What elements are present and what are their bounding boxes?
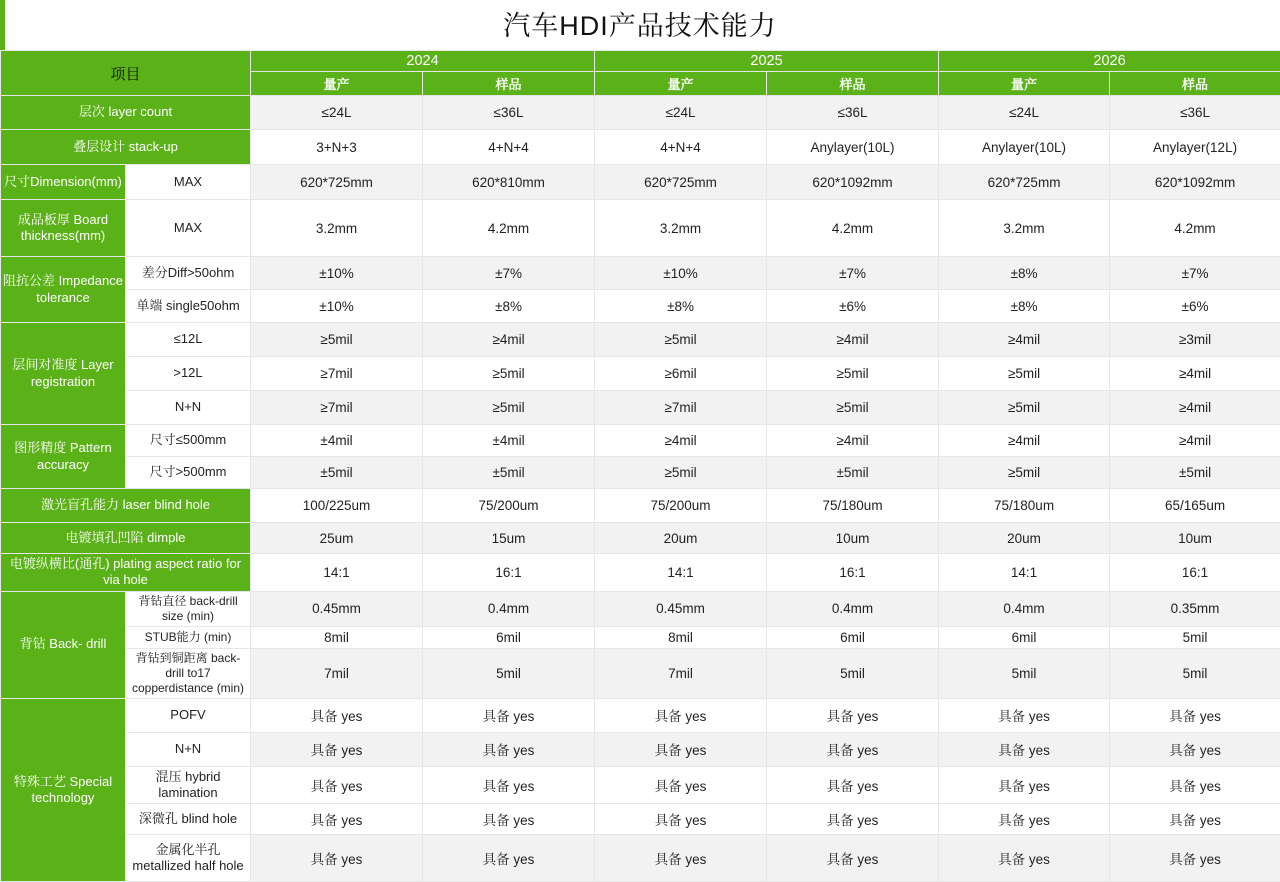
page-title: 汽车HDI产品技术能力 [0,4,1280,43]
cell: ≥4mil [939,323,1110,357]
group-label-pattern-accuracy: 图形精度 Pattern accuracy [1,425,126,489]
cell: ≥5mil [767,357,939,391]
cell: 5mil [939,648,1110,698]
cell: 具备 yes [595,835,767,882]
cell: ≥4mil [595,425,767,457]
cell: 具备 yes [939,698,1110,732]
cell: 16:1 [423,554,595,592]
cell: 具备 yes [251,698,423,732]
cell: 20um [939,523,1110,554]
cell: ≥5mil [423,391,595,425]
cell: 具备 yes [939,835,1110,882]
header-year-2024: 2024 [251,51,595,72]
cell: 3.2mm [251,200,423,257]
cell: 65/165um [1110,489,1280,523]
cell: 3.2mm [595,200,767,257]
cell: 4+N+4 [423,130,595,165]
cell: 75/200um [595,489,767,523]
table-row [1,804,1280,835]
cell: 6mil [767,626,939,648]
cell: ≥4mil [767,323,939,357]
cell: 15um [423,523,595,554]
table-row [1,257,1280,290]
cell: 具备 yes [595,732,767,766]
table-row [1,323,1280,357]
cell: ≤24L [251,96,423,130]
cell: 具备 yes [595,804,767,835]
cell: ≥5mil [595,323,767,357]
cell: 0.4mm [767,591,939,626]
row-label-plating-aspect-ratio: 电镀纵横比(通孔) plating aspect ratio for via hole [1,554,251,592]
cell: 100/225um [251,489,423,523]
cell: ≥7mil [595,391,767,425]
table-row [1,489,1280,523]
row-sublabel-thickness-max: MAX [126,200,251,257]
cell: 4.2mm [1110,200,1280,257]
row-sublabel-size-gt500: 尺寸>500mm [126,457,251,489]
cell: ≥5mil [939,357,1110,391]
table-row [1,200,1280,257]
table-row [1,648,1280,698]
cell: 620*810mm [423,165,595,200]
cell: ≥4mil [1110,357,1280,391]
cell: 具备 yes [595,766,767,804]
cell: 具备 yes [423,835,595,882]
cell: ≤36L [423,96,595,130]
row-sublabel-backdrill-size: 背钻直径 back-drill size (min) [126,591,251,626]
row-label-layer-count: 层次 layer count [1,96,251,130]
cell: 具备 yes [1110,804,1280,835]
cell: ±5mil [423,457,595,489]
group-label-special-technology: 特殊工艺 Special technology [1,698,126,882]
row-sublabel-npn-registration: N+N [126,391,251,425]
header-sub-5: 样品 [1110,72,1280,96]
row-sublabel-backdrill-to-copper: 背钻到铜距离 back-drill to17 copperdistance (min) [126,648,251,698]
cell: ±5mil [251,457,423,489]
cell: 8mil [251,626,423,648]
row-sublabel-single50ohm: 单端 single50ohm [126,290,251,323]
header-sub-1: 样品 [423,72,595,96]
cell: 0.4mm [939,591,1110,626]
cell: 具备 yes [1110,766,1280,804]
cell: 具备 yes [767,804,939,835]
group-label-layer-registration: 层间对准度 Layer registration [1,323,126,425]
row-label-board-thickness: 成品板厚 Board thickness(mm) [1,200,126,257]
cell: ≥3mil [1110,323,1280,357]
cell: 620*1092mm [767,165,939,200]
header-year-2026: 2026 [939,51,1280,72]
table-row [1,732,1280,766]
cell: 具备 yes [251,732,423,766]
table-row [1,457,1280,489]
cell: 0.35mm [1110,591,1280,626]
cell: 具备 yes [767,766,939,804]
cell: 75/180um [767,489,939,523]
cell: 4+N+4 [595,130,767,165]
cell: 0.45mm [251,591,423,626]
cell: 具备 yes [423,804,595,835]
cell: ±5mil [1110,457,1280,489]
cell: 10um [1110,523,1280,554]
cell: 0.45mm [595,591,767,626]
cell: 10um [767,523,939,554]
cell: ±6% [767,290,939,323]
cell: ≥7mil [251,357,423,391]
table-row [1,130,1280,165]
cell: 4.2mm [423,200,595,257]
cell: 75/180um [939,489,1110,523]
cell: 具备 yes [251,835,423,882]
group-label-impedance-tolerance: 阻抗公差 Impedance tolerance [1,257,126,323]
cell: 6mil [423,626,595,648]
cell: 25um [251,523,423,554]
cell: 5mil [1110,626,1280,648]
cell: 6mil [939,626,1110,648]
cell: ±5mil [767,457,939,489]
cell: ±10% [251,290,423,323]
cell: 16:1 [767,554,939,592]
cell: ≥5mil [939,391,1110,425]
cell: 620*725mm [595,165,767,200]
cell: Anylayer(12L) [1110,130,1280,165]
cell: 具备 yes [1110,698,1280,732]
cell: ±6% [1110,290,1280,323]
cell: ≥4mil [939,425,1110,457]
table-row [1,357,1280,391]
header-sub-0: 量产 [251,72,423,96]
table-row [1,554,1280,592]
cell: ≤36L [767,96,939,130]
cell: 具备 yes [767,732,939,766]
cell: 具备 yes [939,804,1110,835]
table-row [1,290,1280,323]
cell: 具备 yes [767,698,939,732]
row-label-laser-blind-hole: 激光盲孔能力 laser blind hole [1,489,251,523]
table-row [1,425,1280,457]
cell: ±8% [939,290,1110,323]
cell: Anylayer(10L) [767,130,939,165]
cell: ≥5mil [423,357,595,391]
cell: 具备 yes [939,732,1110,766]
cell: 620*725mm [939,165,1110,200]
cell: ≤36L [1110,96,1280,130]
cell: ≥6mil [595,357,767,391]
cell: ±7% [423,257,595,290]
cell: ±7% [1110,257,1280,290]
cell: 8mil [595,626,767,648]
header-sub-4: 量产 [939,72,1110,96]
cell: ±8% [939,257,1110,290]
cell: ±10% [251,257,423,290]
table-row [1,766,1280,804]
row-label-stackup: 叠层设计 stack-up [1,130,251,165]
cell: 具备 yes [595,698,767,732]
table-row [1,835,1280,882]
row-sublabel-npn-special: N+N [126,732,251,766]
cell: ≤24L [595,96,767,130]
table-row [1,523,1280,554]
table-row [1,591,1280,626]
table-header-row-year [1,51,1280,72]
cell: 具备 yes [939,766,1110,804]
cell: ≥5mil [767,391,939,425]
cell: 具备 yes [1110,732,1280,766]
cell: ≥5mil [939,457,1110,489]
cell: ≥5mil [251,323,423,357]
cell: ≥4mil [423,323,595,357]
row-sublabel-metallized-half-hole: 金属化半孔 metallized half hole [126,835,251,882]
cell: 14:1 [939,554,1110,592]
cell: ±8% [423,290,595,323]
header-sub-2: 量产 [595,72,767,96]
table-row [1,391,1280,425]
cell: 具备 yes [423,766,595,804]
cell: 14:1 [595,554,767,592]
cell: 16:1 [1110,554,1280,592]
cell: 7mil [251,648,423,698]
cell: 3+N+3 [251,130,423,165]
hdi-capability-table [0,50,1280,882]
cell: ±8% [595,290,767,323]
cell: 14:1 [251,554,423,592]
table-row [1,626,1280,648]
row-sublabel-gt12l: >12L [126,357,251,391]
row-sublabel-stub: STUB能力 (min) [126,626,251,648]
table-row [1,165,1280,200]
cell: 具备 yes [251,804,423,835]
group-label-back-drill: 背钻 Back- drill [1,591,126,698]
cell: 75/200um [423,489,595,523]
cell: ≥4mil [1110,391,1280,425]
table-row [1,96,1280,130]
cell: ≤24L [939,96,1110,130]
cell: 5mil [423,648,595,698]
header-item: 项目 [1,51,251,96]
cell: ±4mil [251,425,423,457]
cell: ≥4mil [767,425,939,457]
cell: ≥5mil [595,457,767,489]
cell: 具备 yes [423,732,595,766]
row-sublabel-diff50ohm: 差分Diff>50ohm [126,257,251,290]
header-year-2025: 2025 [595,51,939,72]
cell: 620*725mm [251,165,423,200]
cell: ±7% [767,257,939,290]
cell: ±10% [595,257,767,290]
cell: ≥7mil [251,391,423,425]
cell: 0.4mm [423,591,595,626]
cell: 20um [595,523,767,554]
row-label-dimple: 电镀填孔凹陷 dimple [1,523,251,554]
row-label-dimension: 尺寸Dimension(mm) [1,165,126,200]
row-sublabel-le12l: ≤12L [126,323,251,357]
row-sublabel-pofv: POFV [126,698,251,732]
cell: ≥4mil [1110,425,1280,457]
row-sublabel-size-le500: 尺寸≤500mm [126,425,251,457]
cell: 620*1092mm [1110,165,1280,200]
cell: Anylayer(10L) [939,130,1110,165]
header-sub-3: 样品 [767,72,939,96]
cell: 具备 yes [251,766,423,804]
cell: 具备 yes [423,698,595,732]
cell: ±4mil [423,425,595,457]
cell: 7mil [595,648,767,698]
table-row [1,698,1280,732]
cell: 4.2mm [767,200,939,257]
row-sublabel-hybrid-lamination: 混压 hybrid lamination [126,766,251,804]
row-sublabel-blind-hole: 深微孔 blind hole [126,804,251,835]
cell: 5mil [767,648,939,698]
row-sublabel-dimension-max: MAX [126,165,251,200]
cell: 具备 yes [767,835,939,882]
cell: 具备 yes [1110,835,1280,882]
cell: 5mil [1110,648,1280,698]
cell: 3.2mm [939,200,1110,257]
